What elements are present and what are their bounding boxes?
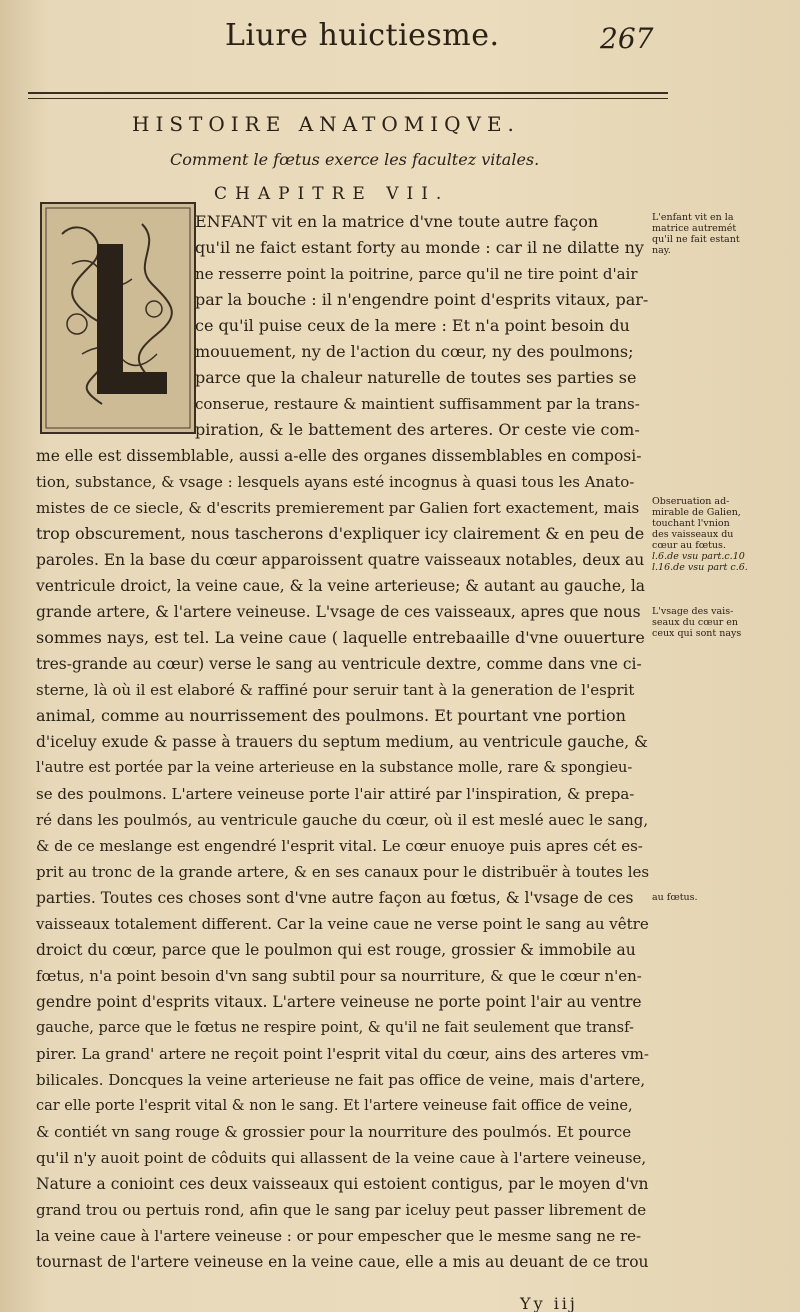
page-number: 267 (600, 22, 654, 55)
text-line: sterne, là où il est elaboré & raffiné pour seruir tant à la generation de l'esprit (36, 681, 635, 699)
margin-note-line: nay. (652, 245, 671, 256)
text-line: se des poulmons. L'artere veineuse porte l'air attiré par l'inspiration, & prepa- (36, 785, 635, 803)
text-line: mouuement, ny de l'action du cœur, ny des poulmons; (195, 342, 634, 361)
chapter-number: CHAPITRE VII. (214, 184, 450, 204)
text-line: ENFANT vit en la matrice d'vne toute autre façon (195, 212, 599, 231)
text-line: qu'il n'y auoit point de côduits qui allassent de la veine caue à l'artere veineuse, (36, 1149, 647, 1167)
text-line: mistes de ce siecle, & d'escrits premierement par Galien fort exactement, mais (36, 499, 640, 517)
margin-note-line: qu'il ne fait estant (652, 234, 740, 245)
text-line: d'iceluy exude & passe à trauers du septum medium, au ventricule gauche, & (36, 733, 648, 751)
margin-note-line: l.6.de vsu part.c.10 (652, 551, 745, 562)
text-line: parce que la chaleur naturelle de toutes ses parties se (195, 368, 637, 387)
margin-note-line: des vaisseaux du (652, 529, 734, 540)
text-line: & contiét vn sang rouge & grossier pour la nourriture des poulmós. Et pource (36, 1123, 632, 1141)
margin-note-enfant (652, 212, 792, 256)
text-line: ce qu'il puise ceux de la mere : Et n'a point besoin du (195, 316, 630, 335)
text-line: ventricule droict, la veine caue, & la veine arterieuse; & autant au gauche, la (36, 577, 646, 595)
margin-note-line: touchant l'vnion (652, 518, 730, 529)
text-line: piration, & le battement des arteres. Or ceste vie com- (195, 420, 640, 439)
margin-note-line: mirable de Galien, (652, 507, 741, 518)
ornament-illustration (42, 204, 194, 432)
text-line: prit au tronc de la grande artere, & en ses canaux pour le distribuër à toutes les (36, 863, 650, 881)
text-line: tion, substance, & vsage : lesquels ayans esté incognus à quasi tous les Anato- (36, 473, 635, 491)
section-heading: HISTOIRE ANATOMIQVE. (132, 112, 520, 136)
margin-note-line: seaux du cœur en (652, 617, 739, 628)
text-line: vaisseaux totalement different. Car la veine caue ne verse point le sang au vêtre (36, 915, 649, 933)
text-line: gendre point d'esprits vitaux. L'artere veineuse ne porte point l'air au ventre (36, 993, 642, 1011)
text-line: fœtus, n'a point besoin d'vn sang subtil pour sa nourriture, & que le cœur n'en- (36, 967, 642, 985)
text-line: me elle est dissemblable, aussi a-elle des organes dissemblables en composi- (36, 447, 642, 465)
margin-note-line: l.16.de vsu part c.6. (652, 562, 748, 573)
decorated-initial-l (40, 202, 196, 434)
margin-note-line: L'vsage des vais- (652, 606, 734, 617)
text-line: tournast de l'artere veineuse en la veine caue, elle a mis au deuant de ce trou (36, 1253, 649, 1271)
text-line: qu'il ne faict estant forty au monde : car il ne dilatte ny (195, 238, 644, 257)
header-rule-thin (28, 98, 668, 99)
margin-note-line: ceux qui sont nays (652, 628, 742, 639)
text-line: ne resserre point la poitrine, parce qu'il ne tire point d'air (195, 265, 638, 283)
text-line: par la bouche : il n'engendre point d'esprits vitaux, par- (195, 290, 649, 309)
text-line: paroles. En la base du cœur apparoissent quatre vaisseaux notables, deux au (36, 551, 645, 569)
margin-note-vsage (652, 606, 792, 639)
margin-note-line: au fœtus. (652, 892, 698, 903)
text-line: sommes nays, est tel. La veine caue ( laquelle entrebaaille d'vne ouuerture (36, 628, 645, 647)
chapter-subtitle: Comment le fœtus exerce les facultez vitales. (170, 150, 540, 169)
text-line: ré dans les poulmós, au ventricule gauche du cœur, où il est meslé auec le sang, (36, 811, 649, 829)
running-head: Liure huictiesme. (225, 18, 500, 53)
margin-note-line: L'enfant vit en la (652, 212, 734, 223)
text-line: conserue, restaure & maintient suffisamment par la trans- (195, 395, 640, 413)
text-line: pirer. La grand' artere ne reçoit point l'esprit vital du cœur, ains des arteres vm- (36, 1045, 649, 1063)
text-line: & de ce meslange est engendré l'esprit vital. Le cœur enuoye puis apres cét es- (36, 837, 643, 855)
header-rule (28, 92, 668, 94)
text-line: l'autre est portée par la veine arterieuse en la substance molle, rare & spongieu- (36, 760, 633, 776)
margin-note-foetus (652, 892, 792, 903)
margin-note-line: Obseruation ad- (652, 496, 730, 507)
signature-catchword: Yy iij (520, 1294, 578, 1312)
margin-note-galien (652, 496, 792, 573)
text-line: droict du cœur, parce que le poulmon qui est rouge, grossier & immobile au (36, 941, 636, 959)
text-line: gauche, parce que le fœtus ne respire point, & qu'il ne fait seulement que transf- (36, 1020, 634, 1036)
text-line: parties. Toutes ces choses sont d'vne autre façon au fœtus, & l'vsage de ces (36, 889, 634, 907)
text-line: Nature a conioint ces deux vaisseaux qui estoient contigus, par le moyen d'vn (36, 1175, 649, 1193)
text-line: animal, comme au nourrissement des poulmons. Et pourtant vne portion (36, 706, 626, 725)
text-line: la veine caue à l'artere veineuse : or pour empescher que le mesme sang ne re- (36, 1227, 642, 1245)
text-line: grand trou ou pertuis rond, afin que le sang par iceluy peut passer librement de (36, 1201, 647, 1219)
text-line: grande artere, & l'artere veineuse. L'vsage de ces vaisseaux, apres que nous (36, 603, 641, 621)
text-line: bilicales. Doncques la veine arterieuse ne fait pas office de veine, mais d'artere, (36, 1071, 646, 1089)
text-line: car elle porte l'esprit vital & non le sang. Et l'artere veineuse fait office de veine, (36, 1098, 633, 1114)
text-line: tres-grande au cœur) verse le sang au ventricule dextre, comme dans vne ci- (36, 655, 642, 673)
margin-note-line: matrice autremét (652, 223, 737, 234)
text-line: trop obscurement, nous tascherons d'expliquer icy clairement & en peu de (36, 524, 645, 543)
margin-note-line: cœur au fœtus. (652, 540, 726, 551)
